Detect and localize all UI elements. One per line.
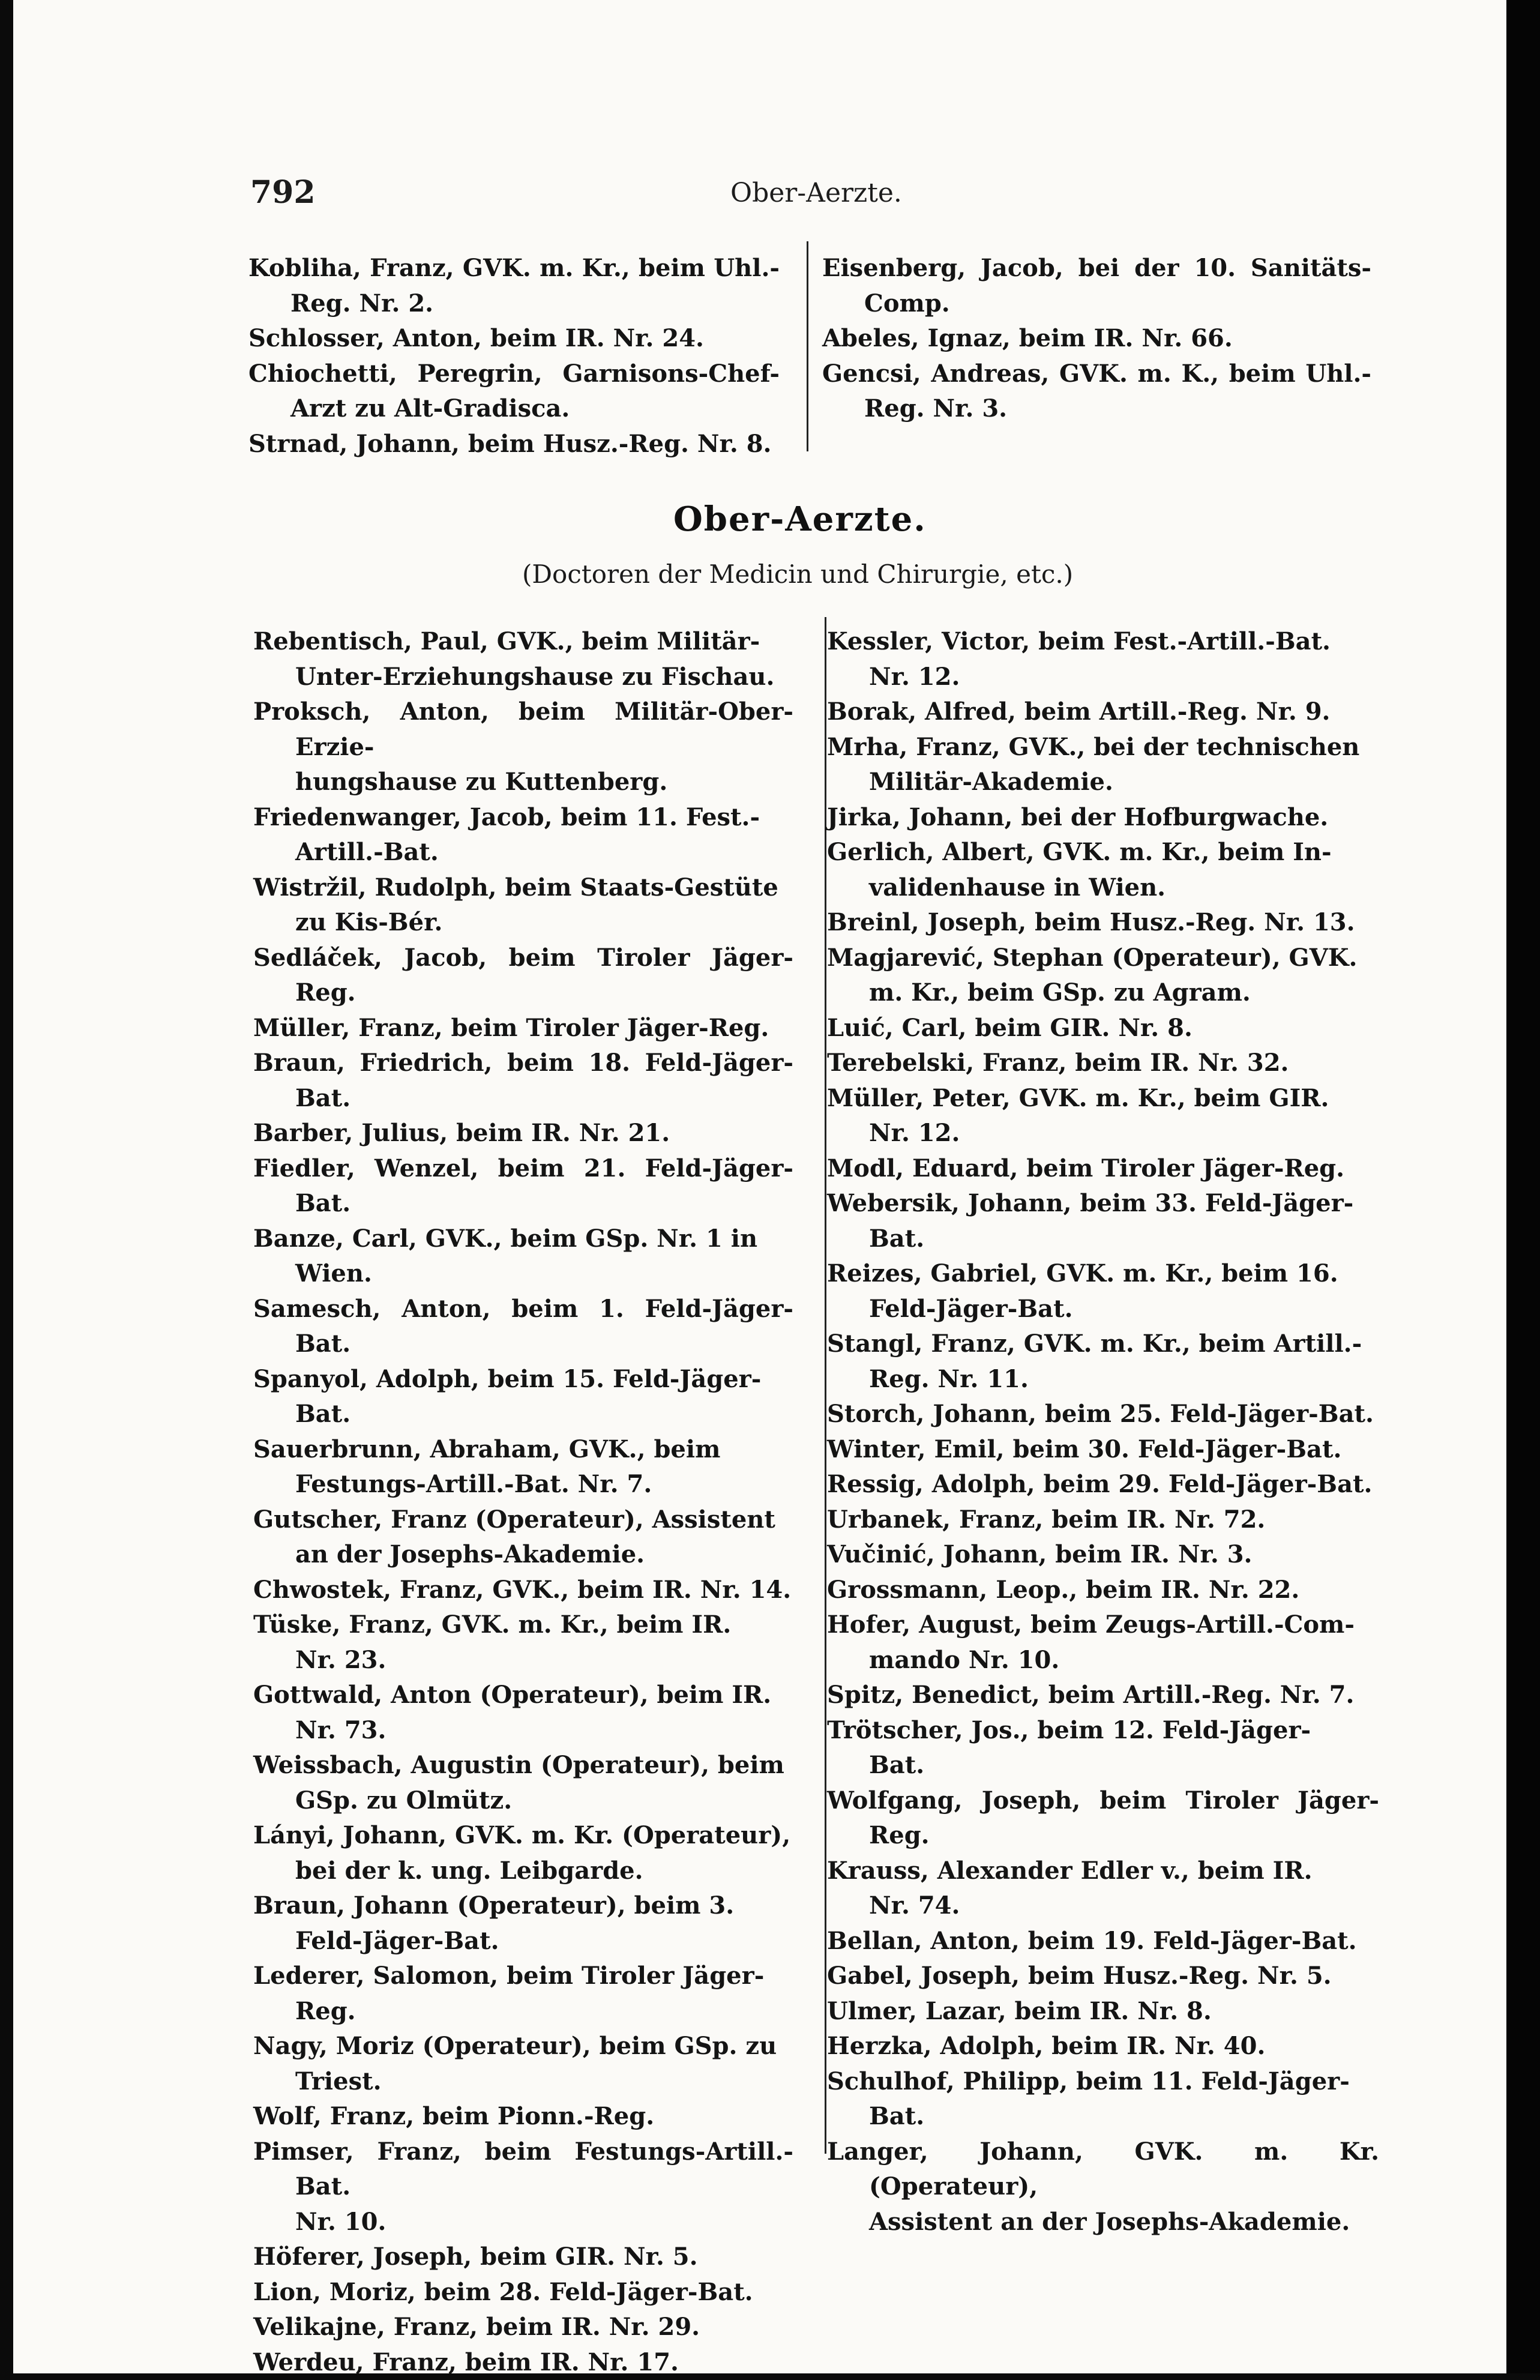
list-item: Krauss, Alexander Edler v., beim IR. Nr. 74. [827, 1854, 1379, 1924]
list-item: Urbanek, Franz, beim IR. Nr. 72. [827, 1502, 1379, 1538]
list-item: Vučinić, Johann, beim IR. Nr. 3. [827, 1537, 1379, 1573]
section-subtitle: (Doctoren der Medicin und Chirurgie, etc.) [522, 559, 1073, 589]
list-item: Braun, Friedrich, beim 18. Feld-Jäger-Bat. [253, 1046, 793, 1116]
list-item: Höferer, Joseph, beim GIR. Nr. 5. [253, 2240, 793, 2275]
list-item: Lion, Moriz, beim 28. Feld-Jäger-Bat. [253, 2275, 793, 2310]
list-item: Eisenberg, Jacob, bei der 10. Sanitäts-Comp. [822, 251, 1371, 321]
scan-border [1506, 0, 1540, 2373]
list-item: Borak, Alfred, beim Artill.-Reg. Nr. 9. [827, 694, 1379, 730]
list-item: Herzka, Adolph, beim IR. Nr. 40. [827, 2029, 1379, 2064]
section-title: Ober-Aerzte. [673, 499, 927, 539]
book-page [13, 0, 1520, 2373]
list-item: Trötscher, Jos., beim 12. Feld-Jäger- Bat. [827, 1713, 1379, 1783]
list-item: Müller, Peter, GVK. m. Kr., beim GIR. Nr. 12. [827, 1081, 1379, 1151]
list-item: Chwostek, Franz, GVK., beim IR. Nr. 14. [253, 1573, 793, 1608]
list-item: Nagy, Moriz (Operateur), beim GSp. zu Triest. [253, 2029, 793, 2099]
list-item: Ulmer, Lazar, beim IR. Nr. 8. [827, 1994, 1379, 2029]
list-item: Jirka, Johann, bei der Hofburgwache. [827, 800, 1379, 836]
list-item: Sedláček, Jacob, beim Tiroler Jäger-Reg. [253, 941, 793, 1011]
list-item: Kobliha, Franz, GVK. m. Kr., beim Uhl.-Reg. Nr. 2. [248, 251, 780, 321]
left-column [253, 624, 793, 2380]
list-item: Braun, Johann (Operateur), beim 3. Feld-Jäger-Bat. [253, 1888, 793, 1959]
list-item: Gerlich, Albert, GVK. m. Kr., beim In- validenhause in Wien. [827, 835, 1379, 905]
list-item: Bellan, Anton, beim 19. Feld-Jäger-Bat. [827, 1924, 1379, 1959]
list-item: Modl, Eduard, beim Tiroler Jäger-Reg. [827, 1151, 1379, 1187]
list-item: Schlosser, Anton, beim IR. Nr. 24. [248, 321, 780, 357]
list-item: Spanyol, Adolph, beim 15. Feld-Jäger- Bat. [253, 1362, 793, 1432]
top-right-column [822, 251, 1371, 427]
list-item: Proksch, Anton, beim Militär-Ober-Erzie- hungshause zu Kuttenberg. [253, 694, 793, 800]
list-item: Kessler, Victor, beim Fest.-Artill.-Bat. Nr. 12. [827, 624, 1379, 694]
list-item: Banze, Carl, GVK., beim GSp. Nr. 1 in Wien. [253, 1222, 793, 1292]
list-item: Barber, Julius, beim IR. Nr. 21. [253, 1116, 793, 1151]
running-head: Ober-Aerzte. [730, 178, 902, 208]
list-item: Gottwald, Anton (Operateur), beim IR. Nr. 73. [253, 1678, 793, 1748]
list-item: Schulhof, Philipp, beim 11. Feld-Jäger- Bat. [827, 2064, 1379, 2134]
list-item: Wolfgang, Joseph, beim Tiroler Jäger-Reg. [827, 1783, 1379, 1854]
list-item: Winter, Emil, beim 30. Feld-Jäger-Bat. [827, 1432, 1379, 1468]
list-item: Stangl, Franz, GVK. m. Kr., beim Artill.- Reg. Nr. 11. [827, 1327, 1379, 1397]
list-item: Chiochetti, Peregrin, Garnisons-Chef-Arzt zu Alt-Gradisca. [248, 357, 780, 427]
list-item: Langer, Johann, GVK. m. Kr. (Operateur), Assistent an der Josephs-Akademie. [827, 2134, 1379, 2240]
list-item: Hofer, August, beim Zeugs-Artill.-Com- mando Nr. 10. [827, 1607, 1379, 1678]
column-divider [825, 617, 826, 2154]
list-item: Gutscher, Franz (Operateur), Assistent an der Josephs-Akademie. [253, 1502, 793, 1573]
list-item: Samesch, Anton, beim 1. Feld-Jäger-Bat. [253, 1292, 793, 1362]
page-number: 792 [250, 174, 316, 211]
top-left-column [248, 251, 780, 462]
list-item: Fiedler, Wenzel, beim 21. Feld-Jäger-Bat. [253, 1151, 793, 1222]
list-item: Velikajne, Franz, beim IR. Nr. 29. [253, 2310, 793, 2345]
list-item: Werdeu, Franz, beim IR. Nr. 17. [253, 2345, 793, 2380]
list-item: Magjarević, Stephan (Operateur), GVK. m. Kr., beim GSp. zu Agram. [827, 941, 1379, 1011]
list-item: Grossmann, Leop., beim IR. Nr. 22. [827, 1573, 1379, 1608]
list-item: Lederer, Salomon, beim Tiroler Jäger- Reg. [253, 1959, 793, 2029]
list-item: Mrha, Franz, GVK., bei der technischen Militär-Akademie. [827, 730, 1379, 800]
list-item: Gencsi, Andreas, GVK. m. K., beim Uhl.-Reg. Nr. 3. [822, 357, 1371, 427]
list-item: Abeles, Ignaz, beim IR. Nr. 66. [822, 321, 1371, 357]
list-item: Weissbach, Augustin (Operateur), beim GSp. zu Olmütz. [253, 1748, 793, 1818]
list-item: Ressig, Adolph, beim 29. Feld-Jäger-Bat. [827, 1467, 1379, 1502]
list-item: Breinl, Joseph, beim Husz.-Reg. Nr. 13. [827, 905, 1379, 941]
list-item: Reizes, Gabriel, GVK. m. Kr., beim 16. Feld-Jäger-Bat. [827, 1256, 1379, 1327]
list-item: Gabel, Joseph, beim Husz.-Reg. Nr. 5. [827, 1959, 1379, 1994]
list-item: Storch, Johann, beim 25. Feld-Jäger-Bat. [827, 1397, 1379, 1432]
list-item: Wistržil, Rudolph, beim Staats-Gestüte zu Kis-Bér. [253, 870, 793, 941]
list-item: Luić, Carl, beim GIR. Nr. 8. [827, 1011, 1379, 1046]
list-item: Tüske, Franz, GVK. m. Kr., beim IR. Nr. 23. [253, 1607, 793, 1678]
list-item: Lányi, Johann, GVK. m. Kr. (Operateur), bei der k. ung. Leibgarde. [253, 1818, 793, 1888]
right-column [827, 624, 1379, 2240]
list-item: Strnad, Johann, beim Husz.-Reg. Nr. 8. [248, 427, 780, 462]
list-item: Wolf, Franz, beim Pionn.-Reg. [253, 2099, 793, 2134]
list-item: Rebentisch, Paul, GVK., beim Militär- Unter-Erziehungshause zu Fischau. [253, 624, 793, 694]
column-divider-top [807, 241, 808, 451]
list-item: Webersik, Johann, beim 33. Feld-Jäger- Bat. [827, 1186, 1379, 1256]
list-item: Sauerbrunn, Abraham, GVK., beim Festungs-Artill.-Bat. Nr. 7. [253, 1432, 793, 1502]
list-item: Spitz, Benedict, beim Artill.-Reg. Nr. 7. [827, 1678, 1379, 1713]
list-item: Terebelski, Franz, beim IR. Nr. 32. [827, 1046, 1379, 1081]
list-item: Friedenwanger, Jacob, beim 11. Fest.- Artill.-Bat. [253, 800, 793, 870]
list-item: Pimser, Franz, beim Festungs-Artill.-Bat. Nr. 10. [253, 2134, 793, 2240]
list-item: Müller, Franz, beim Tiroler Jäger-Reg. [253, 1011, 793, 1046]
